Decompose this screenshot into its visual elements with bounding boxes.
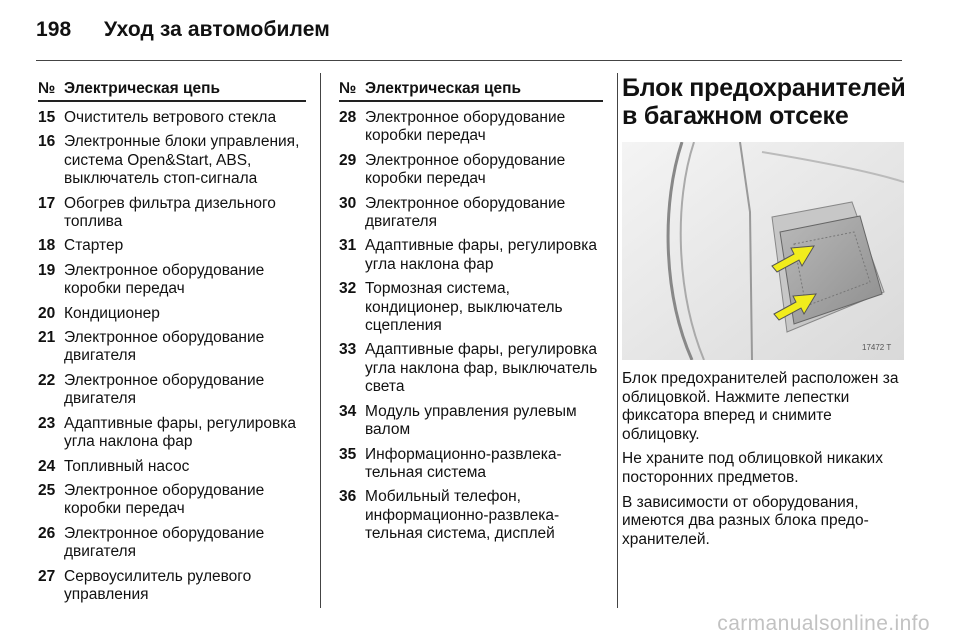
fuse-circuit: Очиститель ветрового стекла (64, 109, 277, 126)
paragraph: Не храните под облицовкой никаких посторонних предметов. (622, 450, 883, 486)
table-row (38, 329, 306, 366)
fuse-number: 22 (38, 371, 56, 389)
col-circuit-header: Электрическая цепь (365, 80, 522, 97)
table-row (38, 262, 306, 299)
fuse-number: 23 (38, 414, 56, 432)
table-row (38, 133, 306, 188)
fuse-number: 27 (38, 567, 56, 585)
page-number: 198 (36, 18, 72, 41)
fuse-number: 25 (38, 481, 56, 499)
fuse-circuit: Электронные блоки управления, система Open&Start, ABS, выключатель стоп-сигнала (64, 133, 300, 188)
fuse-number: 29 (339, 151, 357, 169)
fuse-number: 16 (38, 133, 56, 151)
fuse-box-section (622, 74, 907, 549)
col-circuit-header: Электрическая цепь (64, 80, 221, 97)
table-row (38, 305, 306, 323)
column-divider (320, 73, 321, 608)
fuse-number: 24 (38, 457, 56, 475)
column-divider (617, 73, 618, 608)
table-row (339, 195, 603, 232)
table-row (38, 195, 306, 232)
paragraph: Блок предохранителей расположен за облицовкой. Нажмите лепестки фиксатора вперед и снимите облицовку. (622, 370, 899, 443)
page-title: Уход за автомобилем (104, 18, 330, 41)
fuse-number: 30 (339, 194, 357, 212)
fuse-number: 19 (38, 261, 56, 279)
table-row (339, 152, 603, 189)
watermark: carmanualsonline.info (717, 612, 930, 635)
table-row (38, 458, 306, 476)
fuse-table-left (38, 80, 306, 610)
fuse-number: 35 (339, 445, 357, 463)
table-row (339, 341, 603, 396)
figure-code: 17472 T (862, 343, 892, 352)
fuse-circuit: Электронное оборудование двигателя (64, 329, 265, 365)
table-row (339, 237, 603, 274)
col-number-header: № (38, 80, 56, 97)
page-header (36, 18, 330, 42)
table-header (339, 80, 603, 102)
fuse-number: 32 (339, 280, 357, 298)
fuse-circuit: Тормозная система, кондиционер, выключатель сцепления (365, 280, 563, 335)
table-row (38, 415, 306, 452)
fuse-circuit: Электронное оборудование двигателя (64, 371, 265, 408)
fuse-number: 17 (38, 194, 56, 212)
fuse-circuit: Стартер (64, 237, 124, 255)
fuse-circuit: Электронное оборудование коробки передач (64, 481, 265, 518)
table-row (38, 372, 306, 409)
fuse-number: 20 (38, 304, 56, 322)
col-number-header: № (339, 80, 357, 97)
table-row (339, 446, 603, 483)
fuse-number: 34 (339, 402, 357, 420)
table-row (38, 482, 306, 519)
fuse-circuit: Электронное оборудование коробки передач (64, 261, 265, 298)
table-row (38, 237, 306, 255)
fuse-circuit: Адаптивные фары, регулировка угла наклона фар (64, 414, 296, 451)
fuse-circuit: Обогрев фильтра дизельного топлива (64, 194, 276, 231)
table-row (339, 109, 603, 146)
fuse-number: 36 (339, 488, 357, 506)
section-title: Блок предохранителей в багажном отсеке (622, 74, 906, 130)
fuse-circuit: Электронное оборудование двигателя (365, 194, 566, 231)
table-row (339, 403, 603, 440)
table-row (38, 109, 306, 127)
table-row (339, 488, 603, 543)
fuse-circuit: Информационно-развлекательная система (365, 445, 562, 481)
fuse-number: 15 (38, 109, 56, 126)
fuse-circuit: Мобильный телефон, информационно-развлекательная система, дисплей (365, 488, 560, 543)
fuse-circuit: Адаптивные фары, регулировка угла наклона фар (365, 237, 597, 273)
trunk-panel-drawing (622, 142, 904, 360)
table-row (38, 568, 306, 605)
fuse-circuit: Электронное оборудование двигателя (64, 524, 265, 561)
fuse-circuit: Электронное оборудование коробки передач (365, 109, 566, 145)
table-row (38, 525, 306, 562)
fuse-table-right (339, 80, 603, 550)
fuse-number: 31 (339, 237, 357, 255)
fuse-number: 28 (339, 109, 357, 126)
table-header (38, 80, 306, 102)
header-rule (36, 60, 902, 61)
paragraph: В зависимости от оборудования, имеются два разных блока предохранителей. (622, 493, 869, 548)
fuse-number: 21 (38, 329, 56, 347)
fuse-number: 18 (38, 237, 56, 255)
fuse-circuit: Топливный насос (64, 457, 190, 475)
fuse-circuit: Кондиционер (64, 304, 160, 322)
fuse-circuit: Адаптивные фары, регулировка угла наклона фар, выключатель света (365, 341, 598, 396)
table-row (339, 280, 603, 335)
fuse-circuit: Сервоусилитель рулевого управления (64, 567, 252, 603)
fuse-number: 26 (38, 524, 56, 542)
fuse-number: 33 (339, 341, 357, 359)
trunk-fuse-box-illustration (622, 142, 904, 360)
fuse-circuit: Электронное оборудование коробки передач (365, 151, 566, 188)
fuse-circuit: Модуль управления рулевым валом (365, 402, 577, 439)
